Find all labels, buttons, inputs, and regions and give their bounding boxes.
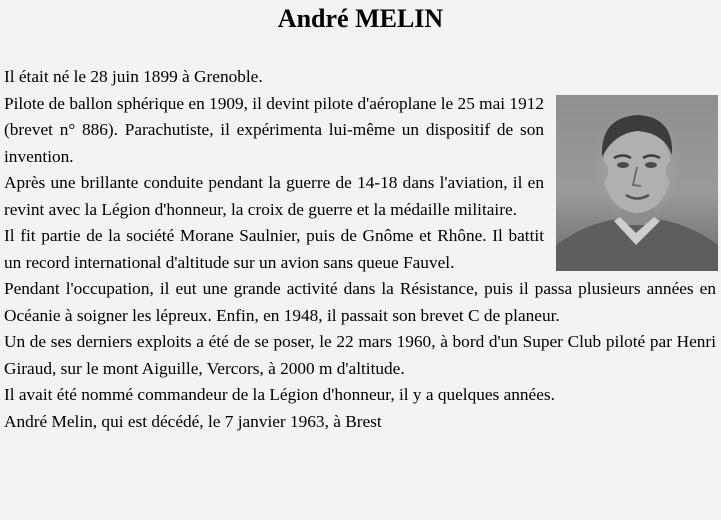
biography-text: [4, 64, 716, 435]
portrait-figure: [556, 95, 718, 271]
paragraph-birth: Il était né le 28 juin 1899 à Grenoble.: [4, 67, 263, 86]
paragraph-career: Il fit partie de la société Morane Saulnier, puis de Gnôme et Rhône. Il battit un record international d'altitude sur un avion sans queue Fauvel.: [4, 226, 544, 272]
paragraph-honour: Il avait été nommé commandeur de la Légion d'honneur, il y a quelques années.: [4, 385, 555, 404]
paragraph-pilot: Pilote de ballon sphérique en 1909, il devint pilote d'aéroplane le 25 mai 1912 (brevet n° 886). Parachutiste, il expérimenta lui-même un dispositif de son invention.: [4, 93, 544, 166]
paragraph-exploit: Un de ses derniers exploits a été de se poser, le 22 mars 1960, à bord d'un Super Club piloté par Henri Giraud, sur le mont Aiguille, Vercors, à 2000 m d'altitude.: [4, 332, 716, 378]
paragraph-war: Après une brillante conduite pendant la guerre de 14-18 dans l'aviation, il en revint avec la Légion d'honneur, la croix de guerre et la médaille militaire.: [4, 173, 544, 219]
paragraph-resistance: Pendant l'occupation, il eut une grande activité dans la Résistance, puis il passa plusieurs années en Océanie à soigner les lépreux. Enfin, en 1948, il passait son brevet C de planeur.: [4, 279, 716, 325]
page-title: André MELIN: [277, 4, 444, 33]
portrait-photo: [556, 95, 718, 271]
paragraph-death: André Melin, qui est décédé, le 7 janvier 1963, à Brest: [4, 411, 382, 431]
